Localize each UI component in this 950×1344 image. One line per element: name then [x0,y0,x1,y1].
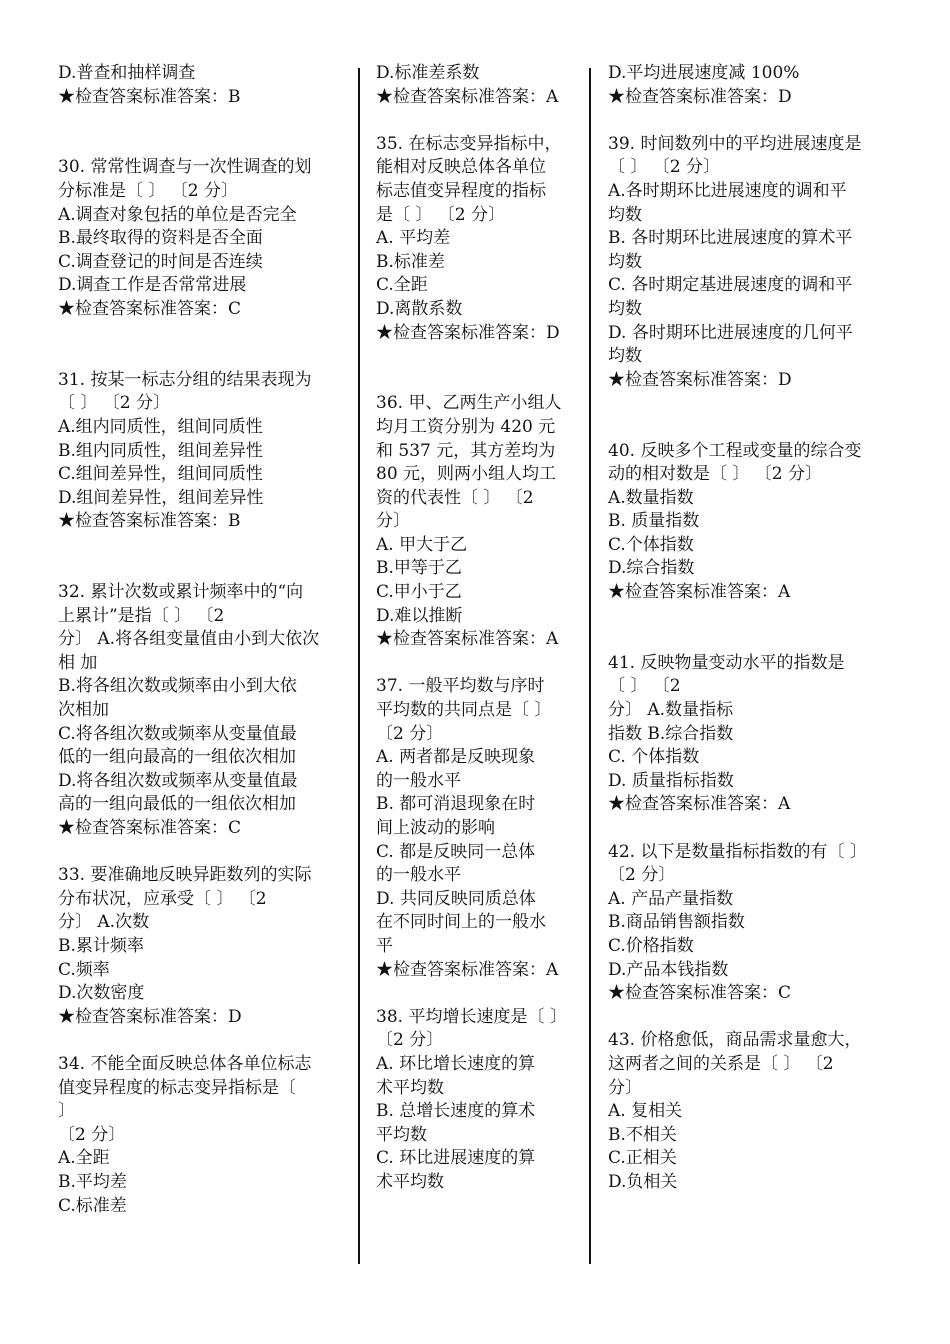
text-line: 分〕 [608,1077,642,1098]
text-line: 〔2 分〕 [376,1030,444,1051]
text-line: 38. 平均增长速度是〔 〕 [376,1006,567,1027]
text-line: B. 总增长速度的算术 [376,1101,536,1122]
text-line: A.全距 [58,1148,110,1169]
blank-line [376,652,584,676]
text-line: B.组内同质性，组间差异性 [58,440,263,461]
text-line: D.负相关 [608,1171,678,1192]
blank-line [608,392,894,416]
blank-line [608,416,894,440]
text-line: 39. 时间数列中的平均进展速度是 [608,133,862,154]
text-line: 分〕 A.将各组变量值由小到大依次 [58,629,320,650]
text-line: D.将各组次数或频率从变量值最 [58,770,298,791]
column-left [58,62,354,1218]
column-divider-left [358,68,360,1264]
text-line: 30. 常常性调查与一次性调查的划 [58,157,312,178]
text-line: 低的一组向最高的一组依次相加 [58,747,296,768]
blank-line [58,534,354,558]
text-line: B.商品销售额指数 [608,912,745,933]
blank-line [608,109,894,133]
text-line: 术平均数 [376,1171,444,1192]
text-line: 术平均数 [376,1077,444,1098]
text-line: 均数 [608,204,642,225]
text-line: 33. 要准确地反映异距数列的实际 [58,865,312,886]
text-line: 〔2 分〕 [58,1124,126,1145]
text-line: 41. 反映物量变动水平的指数是 [608,652,845,673]
blank-line [608,605,894,629]
text-line: 高的一组向最低的一组依次相加 [58,794,296,815]
text-line: 值变异程度的标志变异指标是〔 [58,1077,296,1098]
column-divider-right [589,68,591,1264]
blank-line [376,109,584,133]
text-line: B.平均差 [58,1171,127,1192]
text-line: 的一般水平 [376,770,461,791]
text-line: A.数量指数 [608,487,694,508]
answer-line: ★检查答案标准答案：D [608,86,792,107]
blank-line [608,817,894,841]
text-line: D.普查和抽样调查 [58,63,196,83]
text-line: 〔 〕 〔2 分〕 [58,393,171,414]
text-line: B.不相关 [608,1124,677,1145]
text-line: D.标准差系数 [376,63,480,83]
text-line: B. 都可消退现象在时 [376,794,536,815]
answer-line: ★检查答案标准答案：A [608,582,791,603]
text-line: 资的代表性〔 〕 〔2 [376,487,534,508]
blank-line [608,1006,894,1030]
blank-line [58,557,354,581]
text-line: A. 环比增长速度的算 [376,1053,536,1074]
text-line: A.调查对象包括的单位是否完全 [58,204,297,225]
text-line: 能相对反映总体各单位 [376,157,546,178]
text-line: D.组间差异性，组间差异性 [58,487,264,508]
text-line: 这两者之间的关系是〔 〕 〔2 [608,1053,834,1074]
text-line: A.组内同质性，组间同质性 [58,416,263,437]
text-line: 〔2 分〕 [608,865,676,886]
text-line: 42. 以下是数量指标指数的有〔 〕 [608,841,867,862]
text-line: 34. 不能全面反映总体各单位标志 [58,1053,312,1074]
text-line: D.调查工作是否常常进展 [58,275,247,296]
text-line: 分〕 A.数量指标 [608,700,734,721]
text-line: 平 [376,935,393,956]
text-line: D.综合指数 [608,558,695,579]
blank-line [376,982,584,1006]
text-line: 均数 [608,251,642,272]
answer-line: ★检查答案标准答案：C [608,983,792,1004]
text-line: C. 都是反映同一总体 [376,841,536,862]
text-line: B.甲等于乙 [376,558,462,579]
text-line: C.调查登记的时间是否连续 [58,251,263,272]
text-line: 〔2 分〕 [376,723,444,744]
text-line: 36. 甲、乙两生产小组人 [376,393,562,414]
answer-line: ★检查答案标准答案：C [58,298,242,319]
text-line: 动的相对数是〔 〕 〔2 分〕 [608,464,823,485]
text-line: C.正相关 [608,1148,677,1169]
blank-line [58,345,354,369]
text-line: D.产品本钱指数 [608,959,729,980]
text-line: 分标准是〔 〕 〔2 分〕 [58,180,239,201]
blank-line [58,133,354,157]
text-line: 均数 [608,298,642,319]
answer-line: ★检查答案标准答案：A [376,86,559,107]
text-line: A. 甲大于乙 [376,534,468,555]
text-line: 间上波动的影响 [376,818,495,838]
text-line: C.全距 [376,275,428,296]
text-line: D. 各时期环比进展速度的几何平 [608,322,853,343]
blank-line [58,1029,354,1053]
blank-line [58,109,354,133]
text-line: C. 各时期定基进展速度的调和平 [608,275,853,296]
text-line: A. 复相关 [608,1101,683,1122]
blank-line [376,369,584,393]
text-line: C.价格指数 [608,935,694,956]
text-line: C.标准差 [58,1195,127,1216]
text-line: 40. 反映多个工程或变量的综合变 [608,440,862,461]
column-right [608,62,894,1195]
text-line: B.将各组次数或频率由小到大依 [58,676,297,697]
text-line: 分〕 A.次数 [58,912,150,933]
text-line: 均月工资分别为 420 元 [376,416,556,437]
text-line: A. 产品产量指数 [608,888,734,909]
text-line: 32. 累计次数或累计频率中的“向 [58,582,304,603]
text-line: C.将各组次数或频率从变量值最 [58,723,297,744]
answer-line: ★检查答案标准答案：A [376,629,559,650]
text-line: C. 环比进展速度的算 [376,1148,536,1169]
blank-line [376,345,584,369]
text-line: 的一般水平 [376,865,461,886]
column-middle [376,62,584,1195]
text-line: C. 个体指数 [608,747,700,768]
text-line: 43. 价格愈低，商品需求量愈大， [608,1030,862,1051]
answer-line: ★检查答案标准答案：D [608,369,792,390]
text-line: 〔 〕 〔2 分〕 [608,157,721,178]
answer-line: ★检查答案标准答案：B [58,86,241,107]
answer-line: ★检查答案标准答案：D [58,1006,242,1027]
blank-line [58,322,354,346]
text-line: 分布状况，应承受〔 〕 〔2 [58,888,267,909]
text-line: B.标准差 [376,251,445,272]
text-line: 〔 〕 〔2 [608,676,681,697]
text-line: D.次数密度 [58,983,145,1004]
answer-line: ★检查答案标准答案：B [58,511,241,532]
text-line: C.个体指数 [608,534,694,555]
text-line: D. 质量指标指数 [608,770,734,791]
text-line: 上累计”是指〔 〕 〔2 [58,605,225,626]
text-line: B.最终取得的资料是否全面 [58,228,263,249]
text-line: 平均数的共同点是〔 〕 [376,700,552,721]
text-line: 31. 按某一标志分组的结果表现为 [58,369,312,390]
blank-line [608,628,894,652]
text-line: D.难以推断 [376,605,463,626]
text-line: A.各时期环比进展速度的调和平 [608,180,847,201]
text-line: 〕 [58,1101,75,1122]
text-line: 均数 [608,346,642,367]
text-line: 标志值变异程度的指标 [376,180,546,201]
text-line: 37. 一般平均数与序时 [376,676,545,697]
text-line: C.甲小于乙 [376,582,462,603]
text-line: 80 元，则两小组人均工 [376,464,557,485]
text-line: C.组间差异性，组间同质性 [58,464,263,485]
text-line: 指数 B.综合指数 [608,723,734,744]
answer-line: ★检查答案标准答案：D [376,322,560,343]
text-line: C.频率 [58,959,110,980]
text-line: D.平均进展速度减 100% [608,63,800,83]
text-line: A. 平均差 [376,228,451,249]
answer-line: ★检查答案标准答案：A [608,794,791,815]
text-line: 是〔 〕 〔2 分〕 [376,204,506,225]
text-line: D. 共同反映同质总体 [376,888,536,909]
text-line: A. 两者都是反映现象 [376,747,536,768]
text-line: 次相加 [58,700,109,721]
answer-line: ★检查答案标准答案：A [376,959,559,980]
text-line: 相 加 [58,652,98,673]
text-line: D.离散系数 [376,298,463,319]
text-line: 35. 在标志变异指标中， [376,133,562,154]
text-line: 和 537 元，其方差均为 [376,440,556,461]
text-line: 分〕 [376,511,410,532]
text-line: 在不同时间上的一般水 [376,912,546,933]
blank-line [58,841,354,865]
answer-line: ★检查答案标准答案：C [58,818,242,838]
text-line: 平均数 [376,1124,427,1145]
text-line: B. 各时期环比进展速度的算术平 [608,228,853,249]
text-line: B. 质量指数 [608,511,700,532]
text-line: B.累计频率 [58,935,144,956]
